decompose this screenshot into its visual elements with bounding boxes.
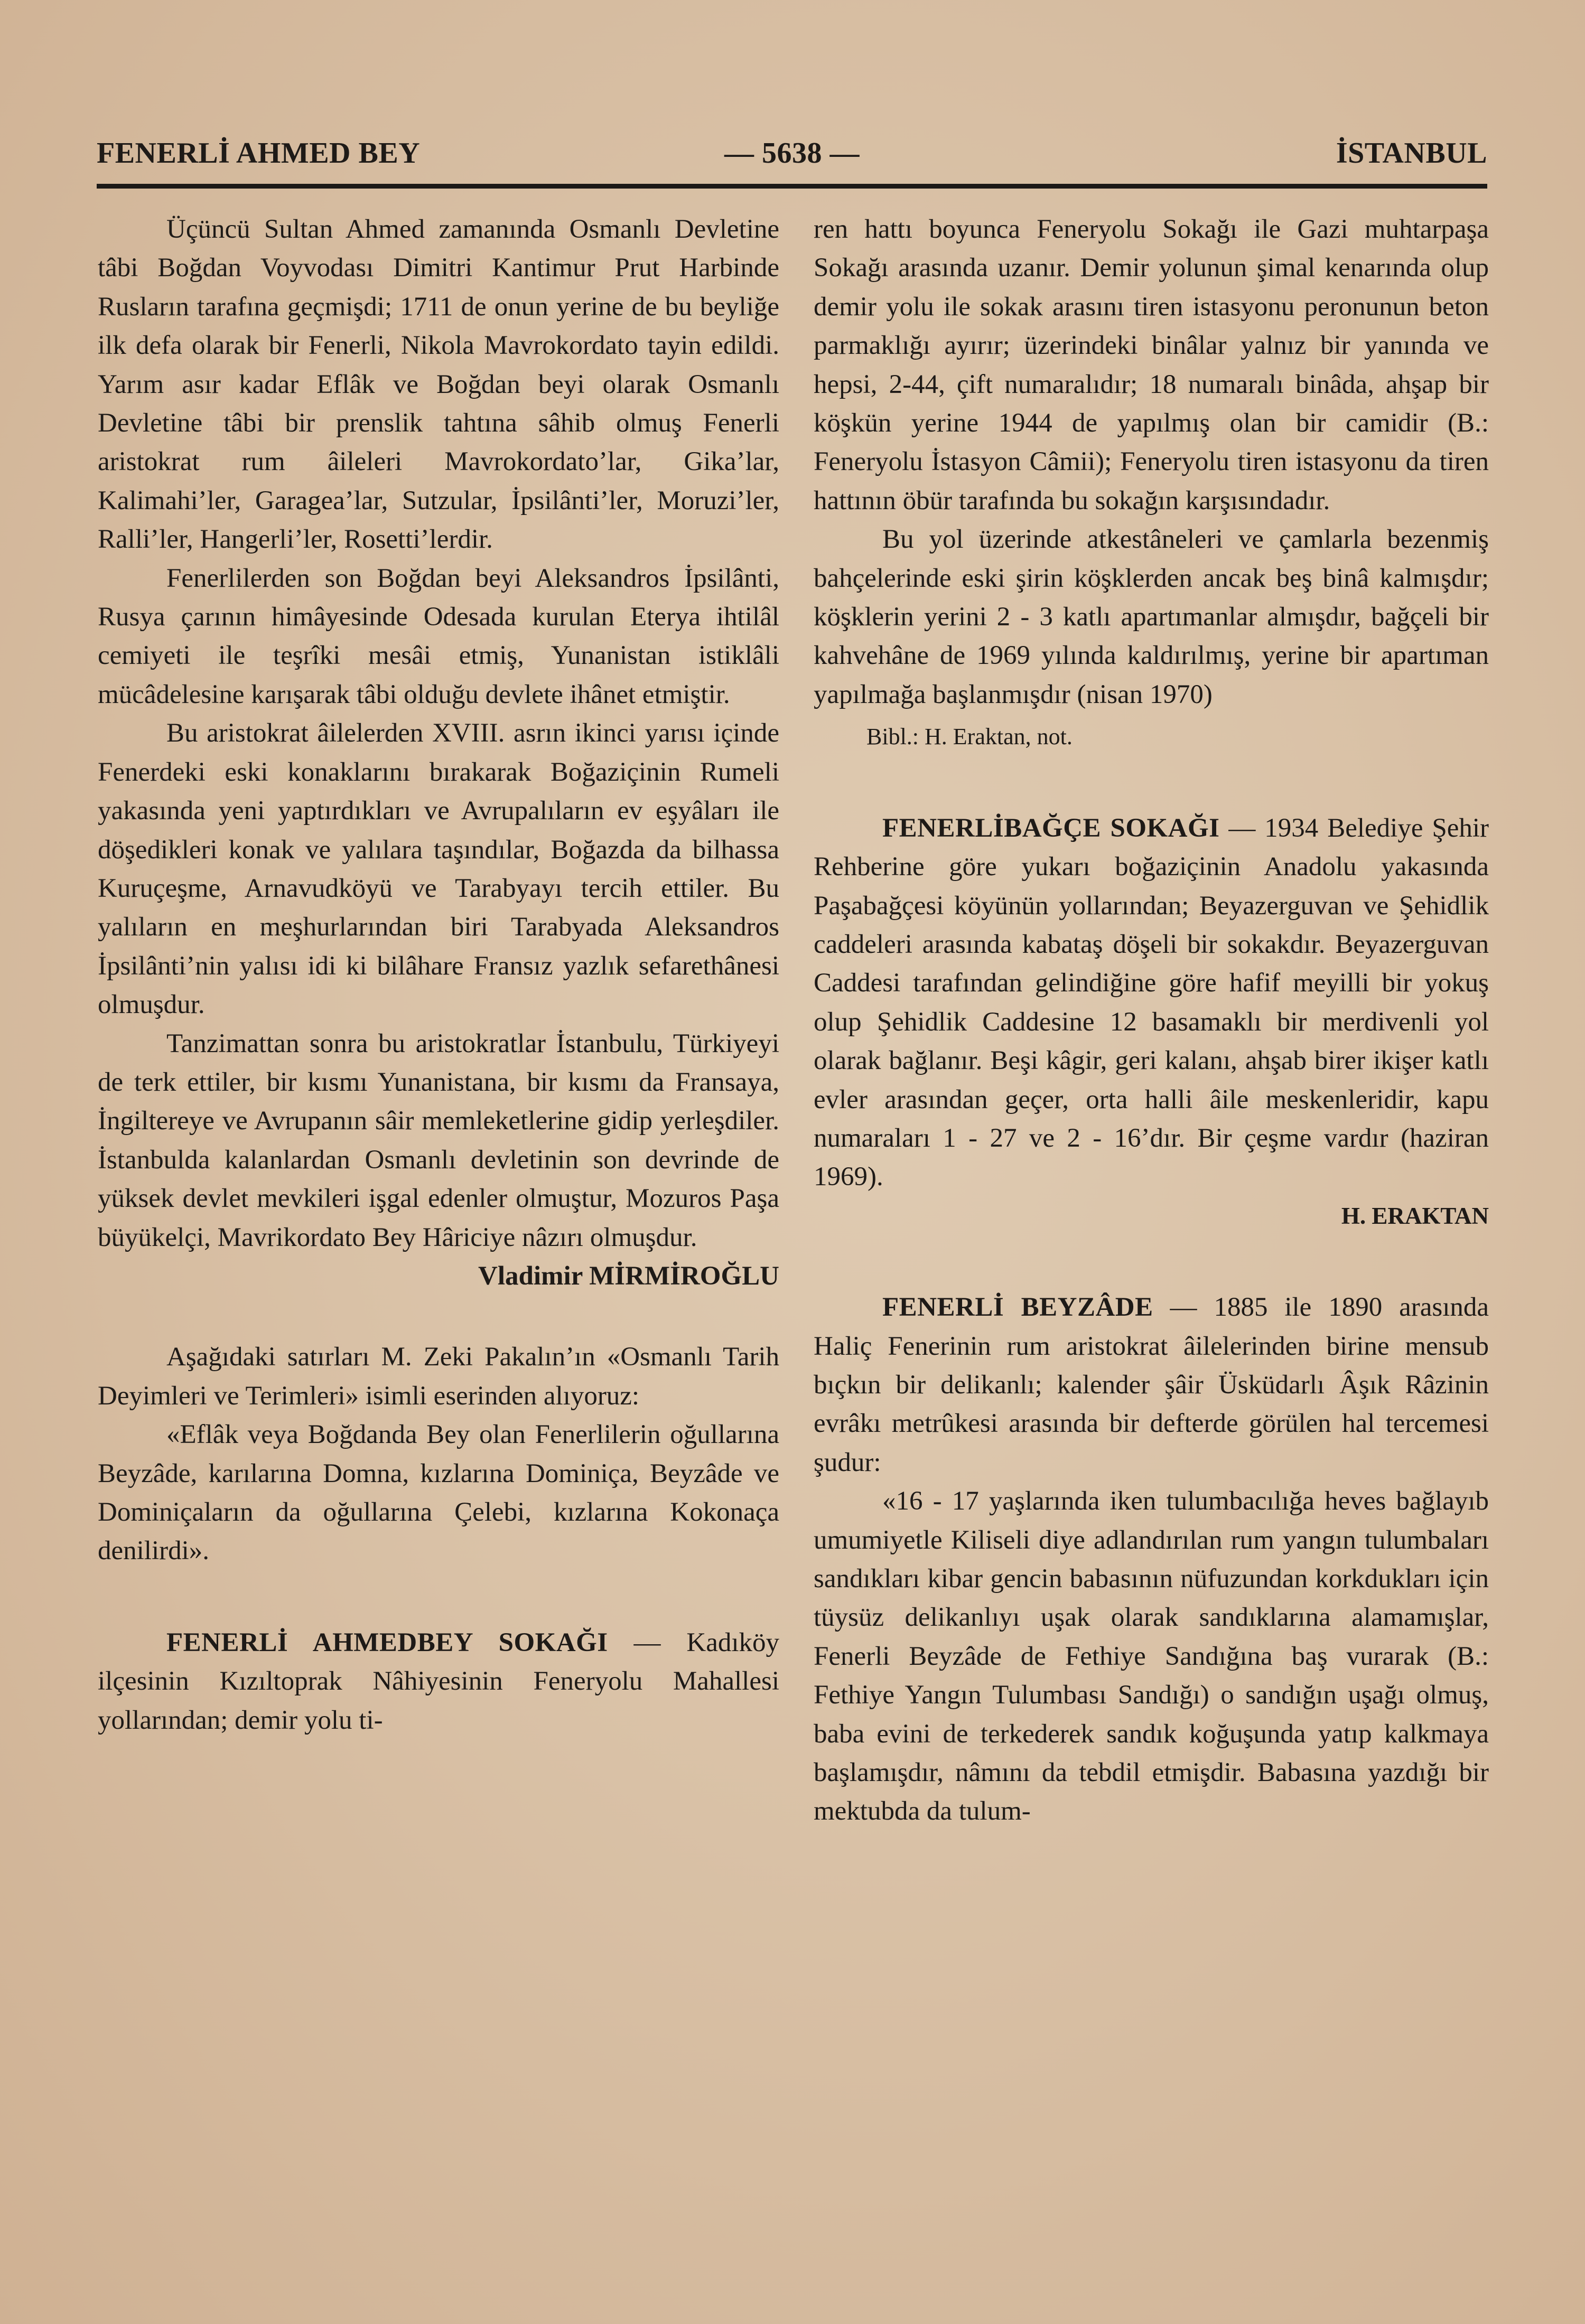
spacer (814, 756, 1489, 809)
header-entry-title: FENERLİ AHMED BEY (97, 137, 421, 170)
paragraph: ren hattı boyunca Feneryolu Sokağı ile Gazi muhtarpaşa Sokağı arasında uzanır. Demir yolunun şimal kenarında olup demir yolu ile sokak arasını tiren istasyonu peronunun beton parmaklığı ayırır; üzerindeki binâlar yalnız bir yanında ve hepsi, 2-44, çift numaralıdır; 18 numaralı binâda, ahşap bir köşkün yerine 1944 de yapılmış olan bir camidir (B.: Feneryolu İstasyon Câmii); Feneryolu tiren istasyonu da tiren hattının öbür tarafında bu sokağın karşısındadır. (814, 214, 1489, 516)
entry-fenerli-beyzade (814, 1288, 1489, 1482)
paragraph: Tanzimattan sonra bu aristokratlar İstanbulu, Türkiyeyi de terk ettiler, bir kısmı Yunanistana, bir kısmı da Fransaya, İngiltereye ve Avrupanın sâir memleketlerine gidip yerleşdiler. İstanbulda kalanlardan Osmanlı devletinin son devrinde de yüksek devlet mevkileri işgal edenler olmuştur, Mozuros Paşa büyükelçi, Mavrikordato Bey Hâriciye nâzırı olmuşdur. (98, 1028, 779, 1252)
entry-text: — 1885 ile 1890 arasında Haliç Fenerinin rum aristokrat âilelerinden birine mensub bıçkın bir delikanlı; kalender şâir Üsküdarlı Âşık Râzinin evrâkı metrûkesi arasında bir defterde görülen hal tercemesi şudur: (814, 1292, 1489, 1477)
spacer (98, 1296, 779, 1338)
quote-paragraph: «Eflâk veya Boğdanda Bey olan Fenerlilerin oğullarına Beyzâde, karılarına Domna, kızlarına Dominiça, Beyzâde ve Dominiçaların da oğullarına Çelebi, kızlarına Kokonaça denilirdi». (98, 1420, 779, 1566)
entry-title: FENERLİ BEYZÂDE (882, 1292, 1153, 1323)
spacer (98, 1571, 779, 1624)
quote-paragraph: «16 - 17 yaşlarında iken tulumbacılığa heves bağlayıb umumiyetle Kiliseli diye adlandırılan rum yangın tulumbaları sandıkları kibar gencin babasının nüfuzundan korkdukları için tüysüz delikanlıyı uşak olarak sandıklarına alamamışlar, Fenerli Beyzâde de Fethiye Sandığına baş vurarak (B.: Fethiye Yangın Tulumbası Sandığı) o sandığın uşağı olmuş, baba evini de terkederek sandık koğuşunda yatıp kalkmaya başlamışdır, nâmını da tebdil etmişdir. Babasına yazdığı bir mektubda da tulum- (814, 1486, 1489, 1826)
author-last-name: MİRMİROĞLU (589, 1261, 779, 1291)
page-number: — 5638 — (724, 137, 860, 170)
left-column (98, 210, 779, 1740)
entry-fenerlibagce-sokagi (814, 809, 1489, 1197)
entry-title: FENERLİ AHMEDBEY SOKAĞI (166, 1627, 608, 1657)
bibliography: Bibl.: H. Eraktan, not. (866, 724, 1073, 750)
running-header (97, 136, 1487, 179)
header-section: İSTANBUL (1336, 137, 1487, 170)
header-rule (97, 184, 1487, 189)
paragraph: Üçüncü Sultan Ahmed zamanında Osmanlı Devletine tâbi Boğdan Voyvodası Dimitri Kantimur Prut Harbinde Rusların tarafına geçmişdi; 1711 de onun yerine de bu beyliğe ilk defa olarak bir Fenerli, Nikola Mavrokordato tayin edildi. Yarım asır kadar Eflâk ve Boğdan beyi olarak Osmanlı Devletine tâbi bir prenslik tahtına sâhib olmuş Fenerli aristokrat rum âileleri Mavrokordato’lar, Gika’lar, Kalimahi’ler, Garagea’lar, Sutzular, İpsilânti’ler, Moruzi’ler, Ralli’ler, Hangerli’ler, Rosetti’lerdir. (98, 214, 779, 555)
spacer (814, 1235, 1489, 1288)
paragraph: Fenerlilerden son Boğdan beyi Aleksandros İpsilânti, Rusya çarının himâyesinde Odesada kurulan Eterya ihtilâl cemiyeti ile teşrîki mesâi etmiş, Yunanistan istiklâli mücâdelesine karışarak tâbi olduğu devlete ihânet etmiştir. (98, 563, 779, 709)
right-column (814, 210, 1489, 1831)
paragraph: Bu yol üzerinde atkestâneleri ve çamlarla bezenmiş bahçelerinde eski şirin köşklerden ancak beş binâ kalmışdır; köşklerin yerini 2 - 3 katlı apartımanlar almışdır, bağçeli bir kahvehâne de 1969 yılında kaldırılmış, yerine bir apartıman yapılmağa başlanmışdır (nisan 1970) (814, 524, 1489, 709)
entry-fenerli-ahmedbey-sokagi (98, 1624, 779, 1740)
author-signature (98, 1257, 779, 1296)
author-first-name: Vladimir (478, 1261, 583, 1291)
entry-text: — Kadıköy ilçesinin Kızıltoprak Nâhiyesinin Feneryolu Mahallesi yollarından; demir yolu ti- (98, 1627, 780, 1735)
paragraph: Bu aristokrat âilelerden XVIII. asrın ikinci yarısı içinde Fenerdeki eski konaklarını bırakarak Boğaziçinin Rumeli yakasında yeni yaptırdıkları ve Avrupalıların ev eşyâları ile döşedikleri konak ve yalılara taşındılar, Boğazda da bilhassa Kuruçeşme, Arnavudköyü ve Tarabyayı tercih ettiler. Bu yalıların en meşhurlarından biri Tarabyada Aleksandros İpsilânti’nin yalısı idi ki bilâhare Fransız yazlık sefarethânesi olmuşdur. (98, 718, 779, 1020)
paragraph: Aşağıdaki satırları M. Zeki Pakalın’ın «Osmanlı Tarih Deyimleri ve Terimleri» isimli eserinden alıyoruz: (98, 1342, 779, 1411)
entry-title: FENERLİBAĞÇE SOKAĞI (882, 813, 1220, 843)
entry-text: — 1934 Belediye Şehir Rehberine göre yukarı boğaziçinin Anadolu yakasında Paşabağçesi köyünün yollarından; Beyazerguvan ve Şehidlik caddeleri arasında kabataş döşeli bir sokakdır. Beyazerguvan Caddesi tarafından gelindiğine göre hafif meyilli bir yokuş olup Şehidlik Caddesine 12 basamaklı bir merdivenli yol olarak bağlanır. Beşi kâgir, geri kalanı, ahşab birer ikişer katlı evler arasından geçer, orta halli âile meskenleridir, kapu numaraları 1 - 27 ve 2 - 16’dır. Bir çeşme vardır (haziran 1969). (814, 813, 1489, 1192)
author-signature: H. ERAKTAN (1341, 1202, 1489, 1229)
